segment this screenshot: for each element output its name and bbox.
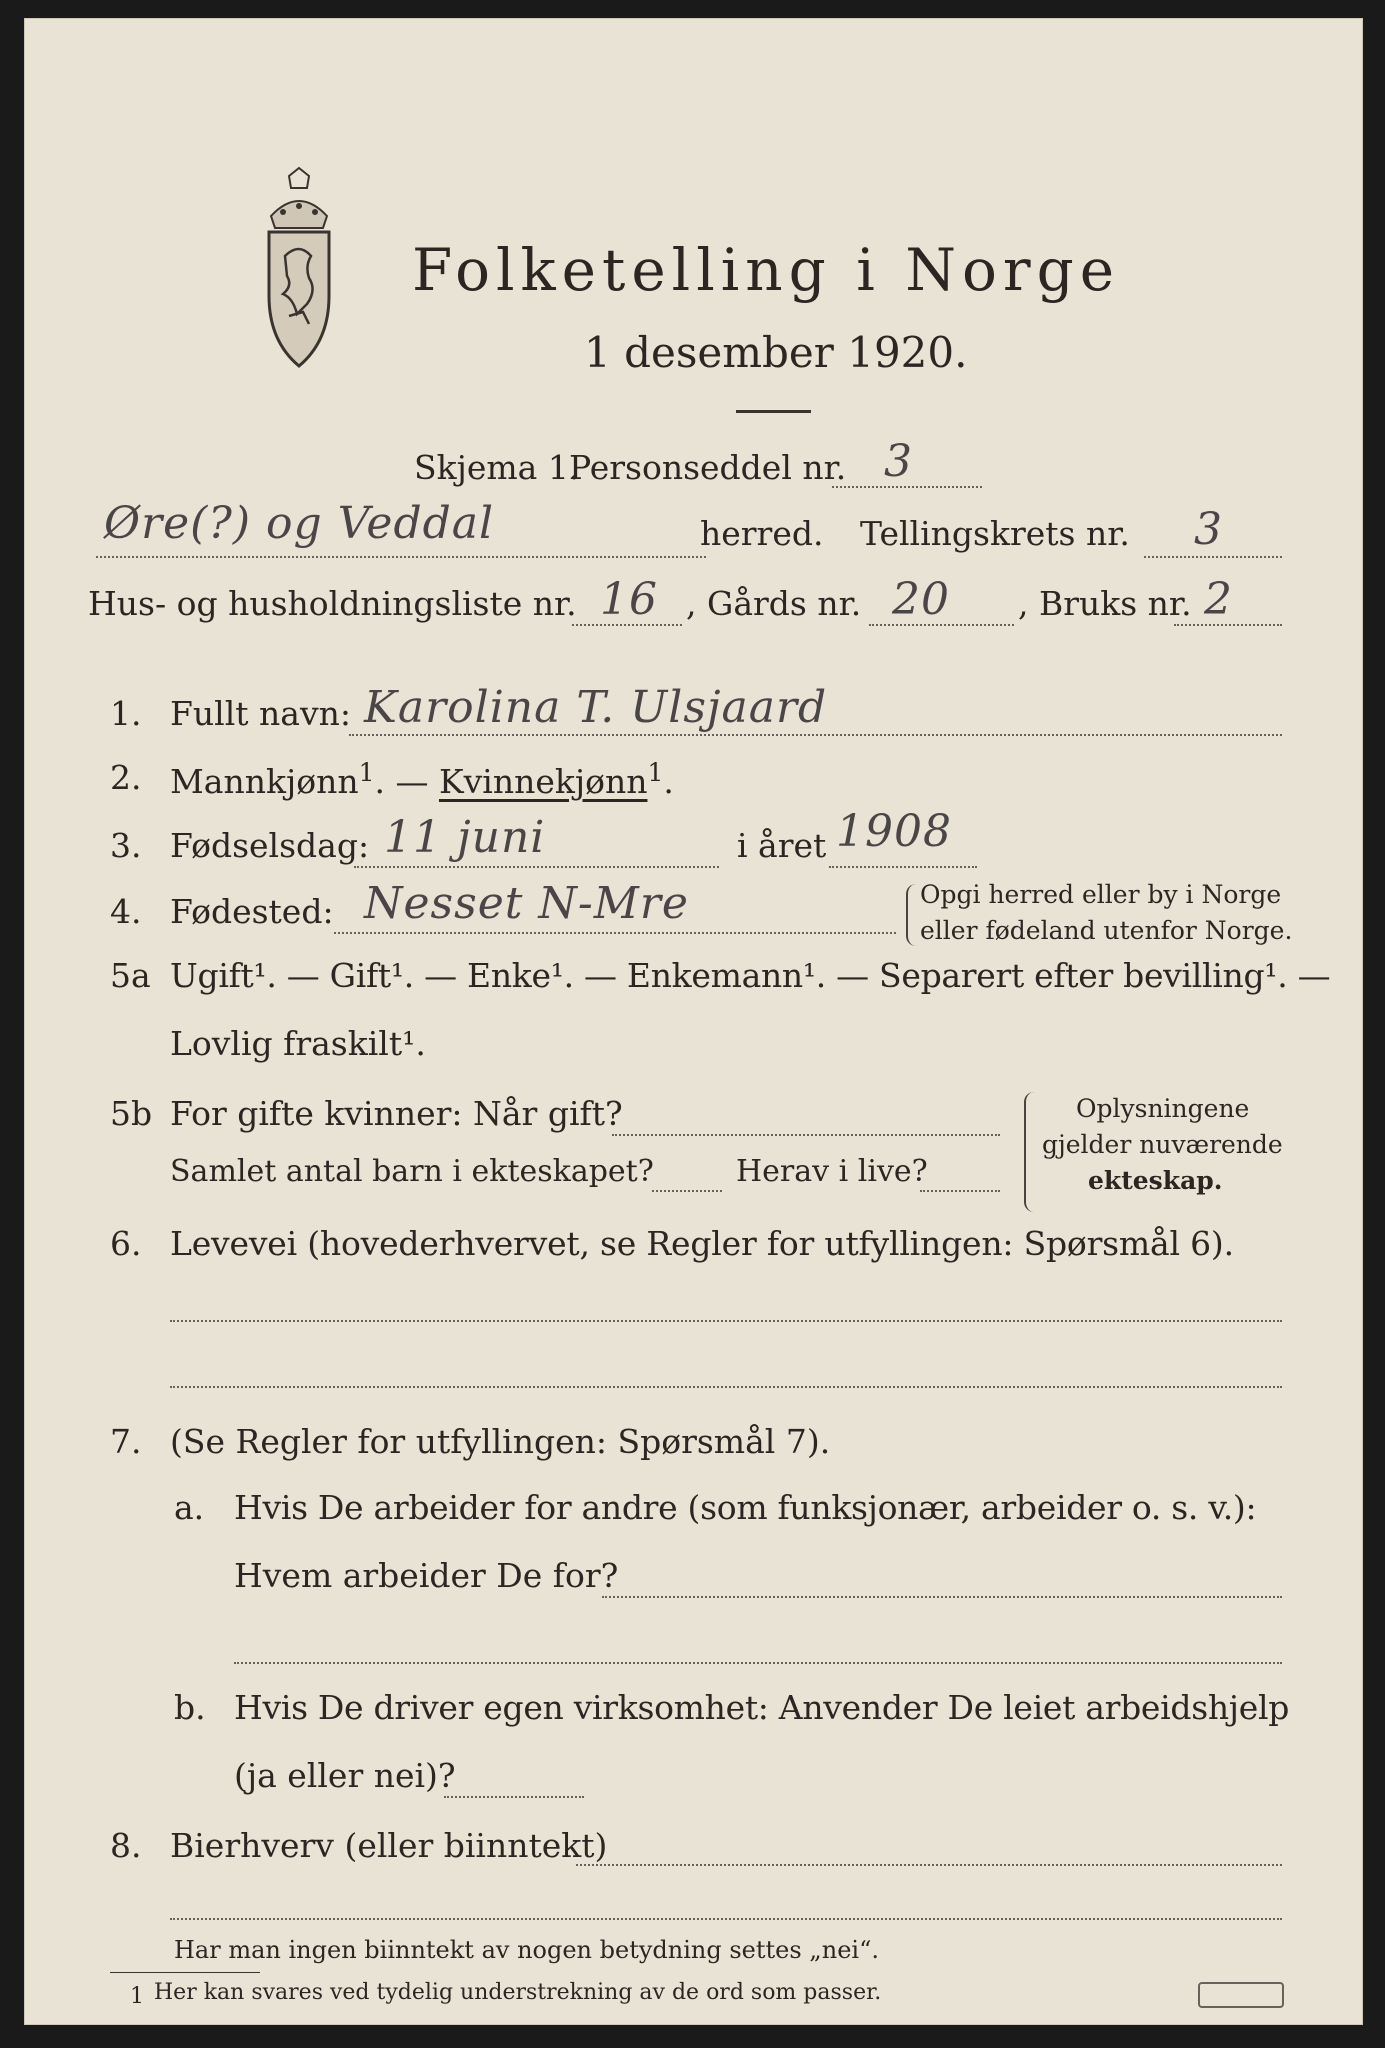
bruks-label: , Bruks nr.	[1018, 584, 1192, 623]
title-divider	[736, 410, 811, 413]
q5b-note-line3: ekteskap.	[1088, 1166, 1223, 1195]
birthdate-field	[354, 866, 719, 868]
q4-number: 4.	[110, 892, 142, 931]
q7b-hired-help-label: (ja eller nei)?	[234, 1756, 456, 1795]
q5b-note-line2: gjelder nuværende	[1042, 1130, 1283, 1159]
footnote-number: 1	[130, 1984, 144, 2009]
q7-text: (Se Regler for utfyllingen: Spørsmål 7).	[170, 1422, 831, 1461]
footnote-divider	[110, 1972, 260, 1973]
married-when-field	[612, 1134, 1000, 1136]
herred-value: Øre(?) og Veddal	[104, 498, 495, 549]
q2-number: 2.	[110, 758, 142, 797]
q8-text: Bierhverv (eller biinntekt)	[170, 1826, 608, 1865]
tellingskrets-label: Tellingskrets nr.	[860, 514, 1130, 553]
birthplace-value: Nesset N-Mre	[364, 878, 689, 929]
q5b-number: 5b	[110, 1094, 153, 1133]
q7b-letter: b.	[174, 1688, 206, 1727]
q7a-letter: a.	[174, 1488, 205, 1527]
q5a-options-cont: Lovlig fraskilt¹.	[170, 1024, 426, 1063]
birthdate-value: 11 juni	[384, 812, 546, 863]
birthyear-field	[829, 866, 977, 868]
birthplace-field	[334, 932, 896, 934]
gards-value: 20	[892, 574, 950, 625]
q7-number: 7.	[110, 1422, 142, 1461]
q5b-children-total: Samlet antal barn i ekteskapet?	[170, 1154, 654, 1189]
herred-label: herred.	[700, 514, 824, 553]
personseddel-value: 3	[884, 436, 913, 487]
q6-text: Levevei (hovederhvervet, se Regler for utfyllingen: Spørsmål 6).	[170, 1224, 1234, 1263]
q8-number: 8.	[110, 1826, 142, 1865]
q2-gender-line: Mannkjønn$^1$. — Kvinnekjønn$^1$.	[170, 758, 674, 801]
footer-note: Har man ingen biinntekt av nogen betydning settes „nei“.	[174, 1936, 879, 1964]
q3-label: Fødselsdag:	[170, 826, 370, 865]
q5b-married-when: For gifte kvinner: Når gift?	[170, 1094, 623, 1133]
children-total-field	[652, 1190, 722, 1192]
census-form-page	[24, 18, 1363, 2025]
occupation-field-1	[170, 1320, 1282, 1322]
birthyear-value: 1908	[836, 806, 952, 857]
hus-label: Hus- og husholdningsliste nr.	[88, 584, 577, 623]
q1-number: 1.	[110, 694, 142, 733]
footnote-text: Her kan svares ved tydelig understrekning av de ord som passer.	[154, 1980, 882, 2005]
bruks-value: 2	[1204, 574, 1233, 625]
q4-note-line2: eller fødeland utenfor Norge.	[920, 916, 1293, 945]
herred-field	[96, 556, 706, 558]
personseddel-label: Personseddel nr.	[569, 448, 847, 487]
skjema-label: Skjema 1.	[414, 448, 580, 487]
employer-field-1	[602, 1596, 1282, 1598]
side-income-field-2	[170, 1918, 1282, 1920]
printer-stamp	[1198, 1982, 1284, 2008]
q1-label: Fullt navn:	[170, 694, 351, 733]
q2-male-option: Mannkjønn	[170, 762, 359, 801]
q4-note-line1: Opgi herred eller by i Norge	[920, 880, 1282, 909]
q5b-note-bracket	[1024, 1092, 1036, 1212]
full-name-value: Karolina T. Ulsjaard	[364, 682, 828, 733]
q7a-text: Hvis De arbeider for andre (som funksjonær, arbeider o. s. v.):	[234, 1488, 1257, 1527]
q7b-text: Hvis De driver egen virksomhet: Anvender De leiet arbeidshjelp	[234, 1688, 1290, 1727]
q5b-children-alive: Herav i live?	[736, 1154, 928, 1189]
q5a-number: 5a	[110, 956, 151, 995]
form-title: Folketelling i Norge	[412, 236, 1121, 304]
coat-of-arms-icon	[249, 166, 349, 376]
tellingskrets-value: 3	[1194, 504, 1223, 555]
tellingskrets-field	[1144, 556, 1282, 558]
side-income-field-1	[576, 1864, 1282, 1866]
census-date: 1 desember 1920.	[584, 328, 968, 377]
q3-year-label: i året	[737, 826, 827, 865]
q5b-note-line1: Oplysningene	[1076, 1094, 1250, 1123]
q4-note-bracket	[906, 884, 916, 946]
hus-value: 16	[600, 574, 658, 625]
gards-label: , Gårds nr.	[686, 584, 862, 623]
q5a-options: Ugift¹. — Gift¹. — Enke¹. — Enkemann¹. — Separert efter bevilling¹. —	[170, 956, 1331, 995]
full-name-field	[349, 734, 1282, 736]
q3-number: 3.	[110, 826, 142, 865]
q4-label: Fødested:	[170, 892, 334, 931]
q6-number: 6.	[110, 1224, 142, 1263]
children-alive-field	[920, 1190, 1000, 1192]
q2-female-option: Kvinnekjønn	[438, 762, 648, 801]
employer-field-2	[234, 1662, 1282, 1664]
q7a-employer-label: Hvem arbeider De for?	[234, 1556, 619, 1595]
hired-help-field	[444, 1796, 584, 1798]
occupation-field-2	[170, 1386, 1282, 1388]
